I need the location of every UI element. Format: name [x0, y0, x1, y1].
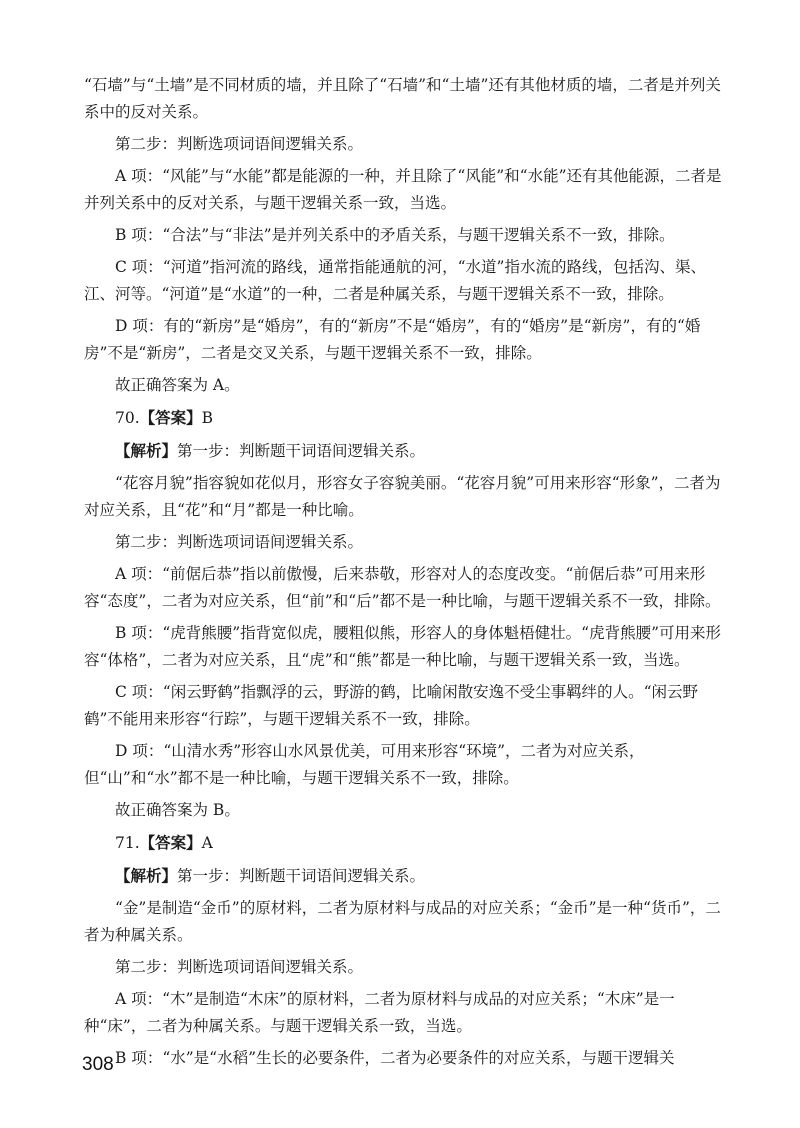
option-c: C 项：“河道”指河流的路线，通常指能通航的河，“水道”指水流的路线，包括沟、渠、江、河等。“河道”是“水道”的一种，二者是种属关系，与题干逻辑关系不一致，排除。 [84, 258, 706, 303]
page-number: 308 [82, 1054, 114, 1075]
q70-analysis-line [84, 437, 724, 465]
conclusion: 故正确答案为 B。 [115, 801, 240, 819]
paragraph: “金”是制造“金币”的原材料，二者为原材料与成品的对应关系；“金币”是一种“货币”，二者为种属关系。 [84, 899, 721, 944]
option-d: D 项：“山清水秀”形容山水风景优美，可用来形容“环境”，二者为对应关系，但“山”和“水”都不是一种比喻，与题干逻辑关系不一致，排除。 [84, 742, 645, 787]
conclusion: 故正确答案为 A。 [115, 376, 240, 394]
q71-analysis-line [84, 862, 724, 890]
analysis-step: 第一步：判断题干词语间逻辑关系。 [177, 867, 426, 885]
option-b: B 项：“合法”与“非法”是并列关系中的矛盾关系，与题干逻辑关系不一致，排除。 [115, 226, 675, 244]
q71-answer-line [84, 829, 724, 857]
option-d: D 项：有的“新房”是“婚房”，有的“新房”不是“婚房”，有的“婚房”是“新房”，有的“婚房”不是“新房”，二者是交叉关系，与题干逻辑关系不一致，排除。 [84, 317, 701, 362]
paragraph-intro: “石墙”与“土墙”是不同材质的墙，并且除了“石墙”和“土墙”还有其他材质的墙，二者是并列关系中的反对关系。 [84, 76, 721, 121]
paragraph: 第二步：判断选项词语间逻辑关系。 [115, 958, 364, 976]
answer-value: B [201, 409, 214, 427]
q70-answer-line [84, 404, 724, 432]
option-b: B 项：“水”是“水稻”生长的必要条件，二者为必要条件的对应关系，与题干逻辑关 [115, 1049, 675, 1067]
paragraph: 第二步：判断选项词语间逻辑关系。 [115, 135, 364, 153]
answer-value: A [201, 834, 213, 852]
question-number: 70. [115, 409, 140, 427]
answer-label: 【答案】 [139, 408, 202, 427]
option-a: A 项：“木”是制造“木床”的原材料，二者为原材料与成品的对应关系；“木床”是一种“床”，二者为种属关系。与题干逻辑关系一致，当选。 [84, 990, 675, 1035]
option-b: B 项：“虎背熊腰”指背宽似虎，腰粗似熊，形容人的身体魁梧健壮。“虎背熊腰”可用来形容“体格”，二者为对应关系，且“虎”和“熊”都是一种比喻，与题干逻辑关系一致，当选。 [84, 624, 722, 669]
question-number: 71. [115, 834, 140, 852]
option-a: A 项：“风能”与“水能”都是能源的一种，并且除了“风能”和“水能”还有其他能源，二者是并列关系中的反对关系，与题干逻辑关系一致，当选。 [84, 167, 722, 212]
paragraph: “花容月貌”指容貌如花似月，形容女子容貌美丽。“花容月貌”可用来形容“形象”，二者为对应关系，且“花”和“月”都是一种比喻。 [84, 474, 721, 519]
option-c: C 项：“闲云野鹤”指飘浮的云，野游的鹤，比喻闲散安逸不受尘事羁绊的人。“闲云野鹤”不能用来形容“行踪”，与题干逻辑关系不一致，排除。 [84, 683, 699, 728]
analysis-label: 【解析】 [115, 866, 178, 885]
analysis-step: 第一步：判断题干词语间逻辑关系。 [177, 442, 426, 460]
answer-label: 【答案】 [139, 833, 202, 852]
option-a: A 项：“前倨后恭”指以前傲慢，后来恭敬，形容对人的态度改变。“前倨后恭”可用来形容“态度”，二者为对应关系，但“前”和“后”都不是一种比喻，与题干逻辑关系不一致，排除。 [84, 565, 721, 610]
analysis-label: 【解析】 [115, 441, 178, 460]
paragraph: 第二步：判断选项词语间逻辑关系。 [115, 533, 364, 551]
page-body [84, 72, 724, 1077]
